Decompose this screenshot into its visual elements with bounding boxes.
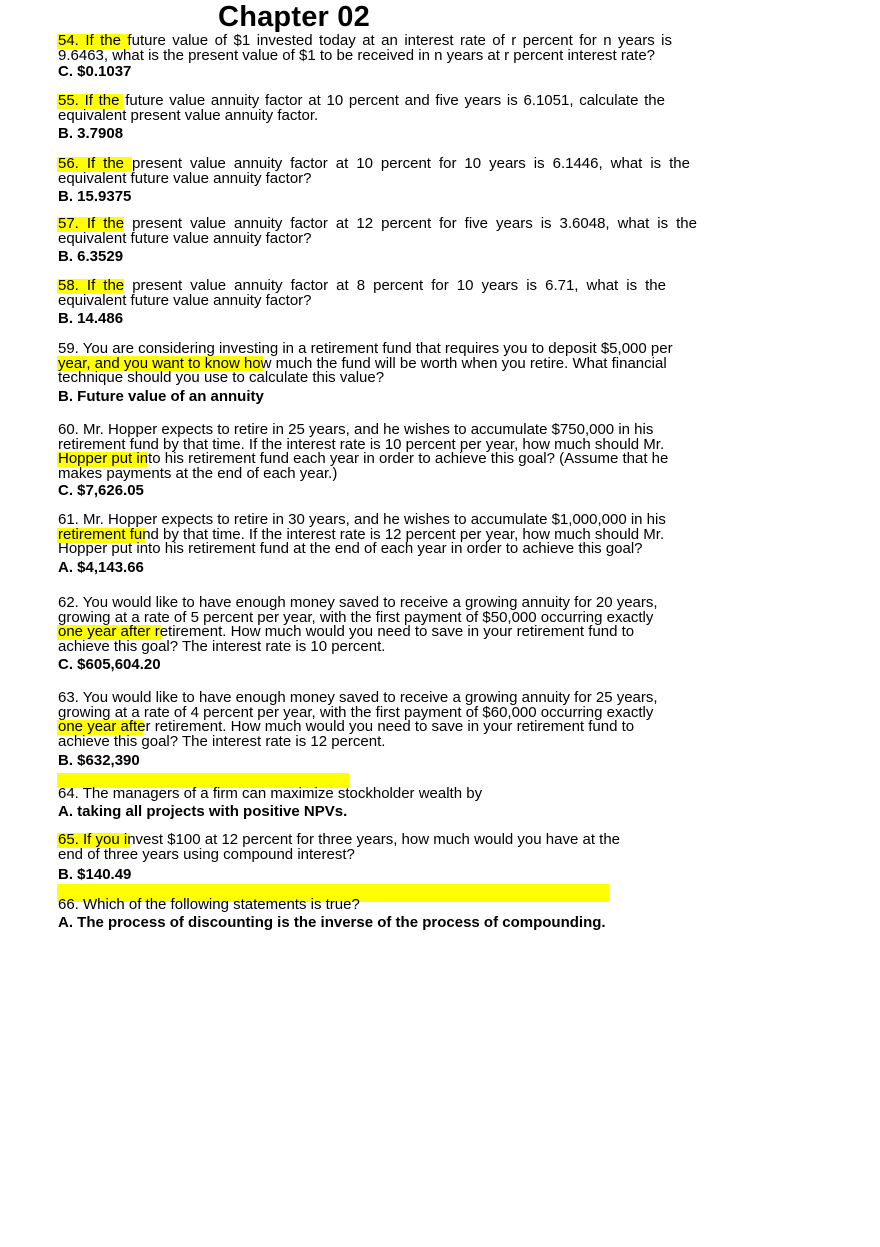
question-line: 57. If the present value annuity factor at 12 percent for five years is 3.6048, what is the [58,215,697,232]
question-63 [58,691,663,749]
question-line: one year after retirement. How much would you need to save in your retirement fund to [58,718,635,736]
answer-57: B. 6.3529 [58,248,124,265]
answer-54: C. $0.1037 [58,63,132,80]
answer-66: A. The process of discounting is the inverse of the process of compounding. [58,914,606,931]
question-line: 60. Mr. Hopper expects to retire in 25 years, and he wishes to accumulate $750,000 in his [58,421,654,438]
question-64 [58,787,558,802]
question-line: 63. You would like to have enough money saved to receive a growing annuity for 25 years, [58,689,658,706]
question-line: growing at a rate of 4 percent per year, with the first payment of $60,000 occurring exactly [58,703,654,721]
answer-60: C. $7,626.05 [58,482,144,499]
answer-58: B. 14.486 [58,310,124,327]
question-line: 65. If you invest $100 at 12 percent for three years, how much would you have at the [58,831,621,848]
question-line: technique should you use to calculate this value? [58,369,385,387]
answer-63: B. $632,390 [58,752,140,769]
question-line: 59. You are considering investing in a retirement fund that requires you to deposit $5,000 per [58,340,673,357]
question-66 [58,898,558,913]
question-line: equivalent future value annuity factor? [58,169,312,187]
question-line: 55. If the future value annuity factor at 10 percent and five years is 6.1051, calculate the [58,92,665,109]
question-line: equivalent future value annuity factor? [58,291,312,309]
question-56 [58,157,690,186]
page-title: Chapter 02 [218,1,370,33]
answer-55: B. 3.7908 [58,125,124,142]
answer-62: C. $605,604.20 [58,656,161,673]
question-62 [58,596,663,654]
question-55 [58,94,665,123]
question-line: one year after retirement. How much would you need to save in your retirement fund to [58,623,635,641]
question-58 [58,279,666,308]
question-line: growing at a rate of 5 percent per year, with the first payment of $50,000 occurring exactly [58,608,654,626]
question-59 [58,342,685,386]
question-line: equivalent present value annuity factor. [58,106,319,124]
question-line: equivalent future value annuity factor? [58,229,312,247]
question-line: retirement fund by that time. If the interest rate is 10 percent per year, how much should Mr. [58,435,665,453]
question-61 [58,513,678,557]
question-line: 9.6463, what is the present value of $1 to be received in n years at r percent interest rate? [58,46,656,64]
answer-61: A. $4,143.66 [58,559,144,576]
question-line: 56. If the present value annuity factor at 10 percent for 10 years is 6.1446, what is the [58,155,690,172]
question-line: 62. You would like to have enough money saved to receive a growing annuity for 20 years, [58,594,658,611]
question-57 [58,217,697,246]
question-line: year, and you want to know how much the fund will be worth when you retire. What financial [58,354,667,372]
question-line: Hopper put into his retirement fund each year in order to achieve this goal? (Assume that he [58,450,669,468]
question-line: achieve this goal? The interest rate is 10 percent. [58,637,386,655]
answer-59: B. Future value of an annuity [58,388,264,405]
question-60 [58,423,678,481]
answer-64: A. taking all projects with positive NPVs. [58,803,348,820]
question-line: end of three years using compound interest? [58,845,355,863]
question-line: Hopper put into his retirement fund at the end of each year in order to achieve this goal? [58,540,643,558]
question-54 [58,34,672,63]
question-line: makes payments at the end of each year.) [58,464,338,482]
question-65 [58,833,646,862]
question-line: achieve this goal? The interest rate is 12 percent. [58,732,386,750]
question-line: 64. The managers of a firm can maximize stockholder wealth by [58,785,483,802]
answer-65: B. $140.49 [58,866,132,883]
question-line: retirement fund by that time. If the interest rate is 12 percent per year, how much should Mr. [58,525,665,543]
answer-56: B. 15.9375 [58,188,132,205]
question-line: 58. If the present value annuity factor at 8 percent for 10 years is 6.71, what is the [58,277,666,294]
question-line: 61. Mr. Hopper expects to retire in 30 years, and he wishes to accumulate $1,000,000 in his [58,511,666,528]
question-line: 54. If the future value of $1 invested today at an interest rate of r percent for n years is [58,32,672,49]
question-line: 66. Which of the following statements is true? [58,896,360,913]
